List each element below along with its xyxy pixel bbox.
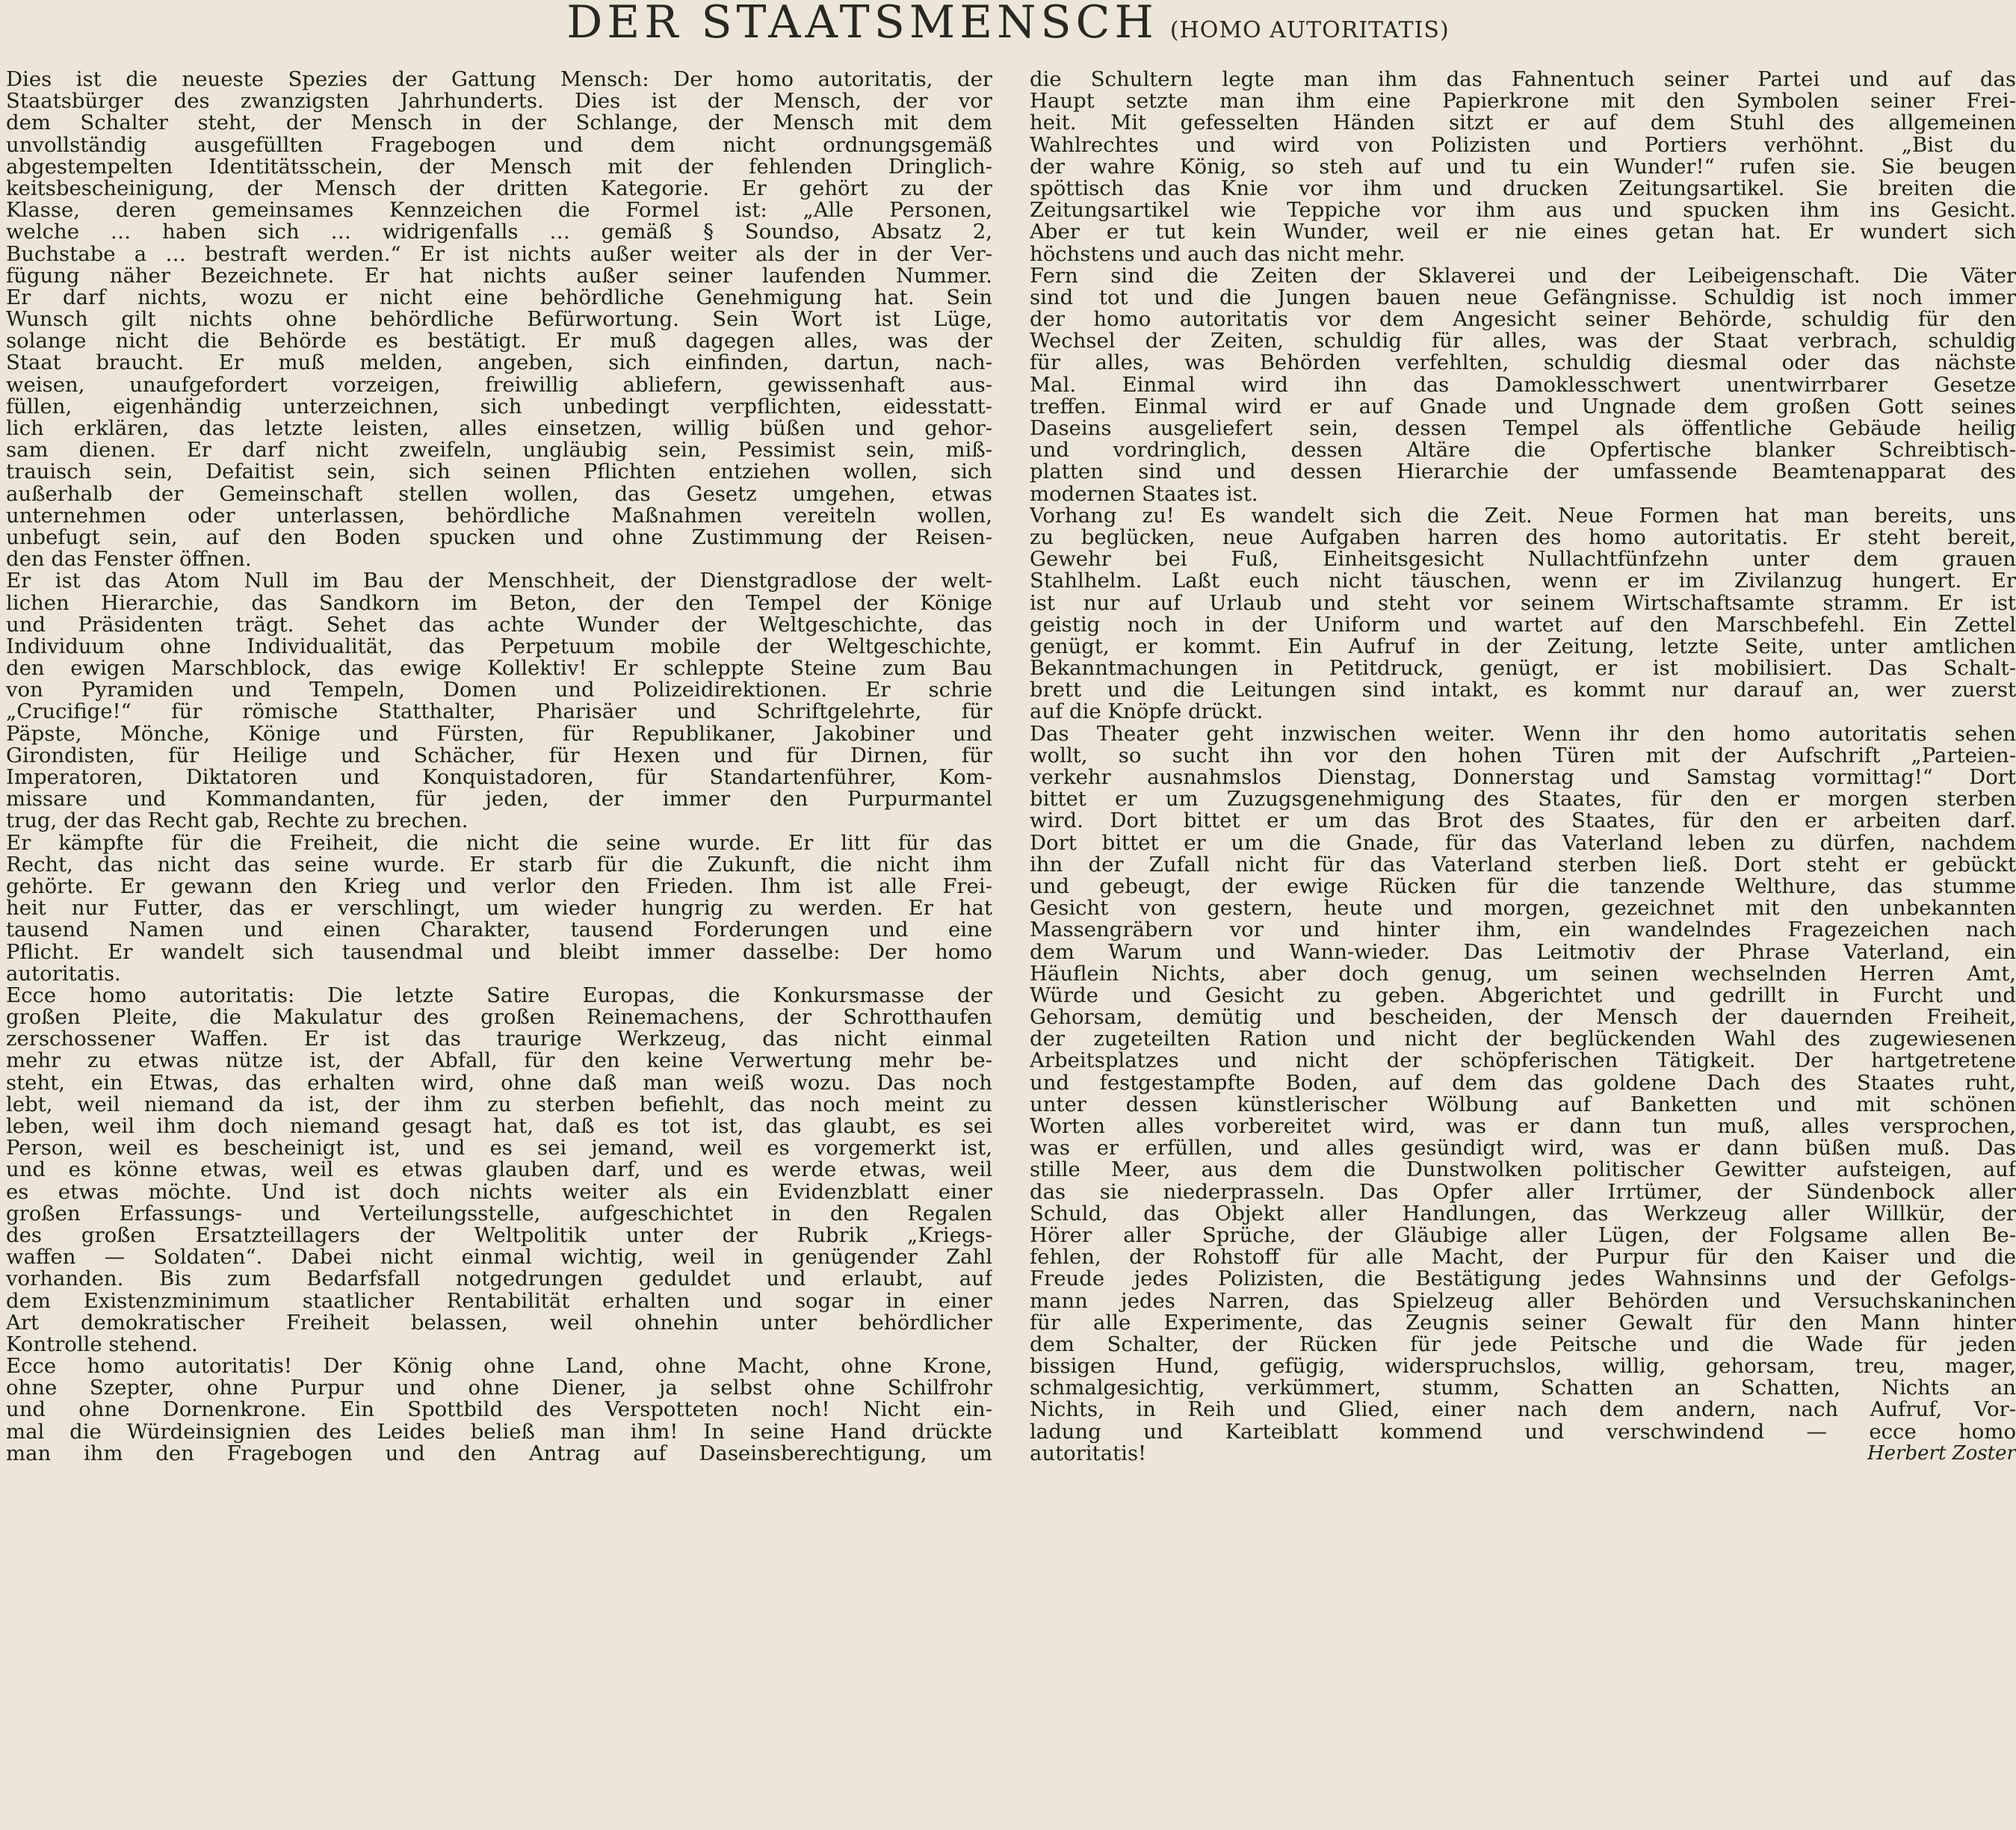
- text-line: [1030, 156, 2016, 178]
- line-text: lichen Hierarchie, das Sandkorn im Beton, der den Tempel der Könige: [6, 592, 992, 614]
- line-text: Klasse, deren gemeinsames Kennzeichen die Formel ist: „Alle Personen,: [6, 200, 992, 222]
- text-line: [6, 1356, 992, 1377]
- line-text: großen Erfassungs- und Verteilungsstelle, aufgeschichtet in den Regalen: [6, 1202, 992, 1225]
- text-line: [6, 963, 992, 985]
- line-text: Individuum ohne Individualität, das Perpetuum mobile der Weltgeschichte,: [6, 635, 992, 658]
- line-text: das sie niederprasseln. Das Opfer aller Irrtümer, der Sündenbock aller: [1030, 1181, 2016, 1203]
- text-line: [1030, 112, 2016, 134]
- line-text: steht, ein Etwas, das erhalten wird, ohne daß man weiß wozu. Das noch: [6, 1072, 992, 1094]
- text-line: [6, 1421, 992, 1443]
- text-line: [6, 483, 992, 505]
- text-line: [6, 1007, 992, 1028]
- line-text: weisen, unaufgefordert vorzeigen, freiwillig abliefern, gewissenhaft aus-: [6, 374, 992, 396]
- text-line: [6, 548, 992, 570]
- line-text: verkehr ausnahmslos Dienstag, Donnerstag und Samstag vormittag!“ Dort: [1030, 767, 2016, 789]
- line-text: sind tot und die Jungen bauen neue Gefängnisse. Schuldig ist noch immer: [1030, 286, 2016, 309]
- line-text: dem Existenzminimum staatlicher Rentabilität erhalten und sogar in einer: [6, 1290, 992, 1312]
- text-line: [1030, 483, 2016, 505]
- text-line: [1030, 527, 2016, 548]
- line-text: der wahre König, so steh auf und tu ein Wunder!“ rufen sie. Sie beugen: [1030, 155, 2016, 178]
- text-line: [6, 1050, 992, 1072]
- line-text: genügt, er kommt. Ein Aufruf in der Zeitung, letzte Seite, unter amtlichen: [1030, 635, 2016, 658]
- text-line: [6, 527, 992, 548]
- line-text: Aber er tut kein Wunder, weil er nie eines getan hat. Er wundert sich: [1030, 221, 2016, 244]
- line-text: dem Schalter steht, der Mensch in der Schlange, der Mensch mit dem: [6, 112, 992, 135]
- text-line: [1030, 200, 2016, 221]
- text-line: [1030, 309, 2016, 330]
- text-line: [6, 788, 992, 810]
- line-text: Buchstabe a … bestraft werden.“ Er ist nichts außer weiter als der in der Ver-: [6, 243, 992, 265]
- text-line: [1030, 548, 2016, 570]
- text-line: [6, 723, 992, 745]
- line-text: ihn der Zufall nicht für das Vaterland sterben ließ. Dort steht er gebückt: [1030, 853, 2016, 876]
- text-line: [1030, 69, 2016, 90]
- line-text: für alles, was Behörden verfehlten, schuldig diesmal oder das nächste: [1030, 352, 2016, 374]
- text-line: [1030, 330, 2016, 352]
- line-text: lebt, weil niemand da ist, der ihm zu sterben befiehlt, das noch meint zu: [6, 1093, 992, 1116]
- line-text: dem Schalter, der Rücken für jede Peitsche und die Wade für jeden: [1030, 1333, 2016, 1356]
- line-text: man ihm den Fragebogen und den Antrag auf Daseinsberechtigung, um: [6, 1442, 992, 1465]
- text-line: [6, 832, 992, 854]
- line-text: den ewigen Marschblock, das ewige Kollektiv! Er schleppte Steine zum Bau: [6, 658, 992, 680]
- line-text: Zeitungsartikel wie Teppiche vor ihm aus und spucken ihm ins Gesicht.: [1030, 200, 2016, 222]
- text-line: [6, 745, 992, 767]
- line-text: Gesicht von gestern, heute und morgen, gezeichnet mit den unbekannten: [1030, 897, 2016, 920]
- line-text: „Crucifige!“ für römische Statthalter, Pharisäer und Schriftgelehrte, für: [6, 701, 992, 723]
- line-text: zu beglücken, neue Aufgaben harren des homo autoritatis. Er steht bereit,: [1030, 526, 2016, 549]
- line-text: brett und die Leitungen sind intakt, es kommt nur darauf an, wer zuerst: [1030, 679, 2016, 702]
- line-text: Imperatoren, Diktatoren und Konquistadoren, für Standartenführer, Kom-: [6, 767, 992, 789]
- text-line: [6, 1072, 992, 1094]
- text-line: [6, 330, 992, 352]
- line-text: und festgestampfte Boden, auf dem das goldene Dach des Staates ruht,: [1030, 1072, 2016, 1094]
- line-text: tausend Namen und einen Charakter, tausend Forderungen und eine: [6, 919, 992, 942]
- text-line: [1030, 1203, 2016, 1225]
- line-text: Häuflein Nichts, aber doch genug, um seinen wechselnden Herren Amt,: [1030, 962, 2016, 985]
- line-text: bittet er um Zuzugsgenehmigung des Staates, für den er morgen sterben: [1030, 788, 2016, 811]
- text-line: [1030, 723, 2016, 745]
- text-line: [1030, 985, 2016, 1007]
- text-line: [6, 244, 992, 265]
- line-text: Massengräbern vor und hinter ihm, ein wandelndes Fragezeichen nach: [1030, 919, 2016, 942]
- text-line: [6, 309, 992, 330]
- line-text: modernen Staates ist.: [1030, 483, 1258, 505]
- line-text: die Schultern legte man ihm das Fahnentuch seiner Partei und auf das: [1030, 69, 2016, 91]
- line-text: mehr zu etwas nütze ist, der Abfall, für den keine Verwertung mehr be-: [6, 1050, 992, 1072]
- article-header: [0, 0, 2016, 49]
- text-line: [6, 439, 992, 461]
- text-line: [6, 570, 992, 592]
- line-text: der homo autoritatis vor dem Angesicht seiner Behörde, schuldig für den: [1030, 309, 2016, 331]
- line-text: Vorhang zu! Es wandelt sich die Zeit. Neue Formen hat man bereits, uns: [1030, 504, 2016, 527]
- line-text: waffen — Soldaten“. Dabei nicht einmal wichtig, weil in genügender Zahl: [6, 1246, 992, 1269]
- line-text: Er ist das Atom Null im Bau der Menschheit, der Dienstgradlose der welt-: [6, 570, 992, 593]
- text-line: [1030, 745, 2016, 767]
- line-text: stille Meer, aus dem die Dunstwolken politischer Gewitter aufsteigen, auf: [1030, 1159, 2016, 1181]
- text-line: [6, 767, 992, 788]
- line-text: ladung und Karteiblatt kommend und verschwindend — ecce homo: [1030, 1421, 2016, 1443]
- text-line: [1030, 1007, 2016, 1028]
- text-line: [6, 418, 992, 439]
- text-line: [6, 810, 992, 832]
- text-line: [1030, 1356, 2016, 1377]
- line-text: Recht, das nicht das seine wurde. Er starb für die Zukunft, die nicht ihm: [6, 853, 992, 876]
- text-line: [1030, 658, 2016, 679]
- line-text: Freude jedes Polizisten, die Bestätigung jedes Wahnsinns und der Gefolgs-: [1030, 1268, 2016, 1290]
- text-line: [1030, 1290, 2016, 1312]
- text-line: [6, 200, 992, 221]
- line-text: platten sind und dessen Hierarchie der umfassende Beamtenapparat des: [1030, 461, 2016, 483]
- text-line: [6, 593, 992, 614]
- line-text: fehlen, der Rohstoff für alle Macht, der Purpur für den Kaiser und die: [1030, 1246, 2016, 1269]
- line-text: Person, weil es bescheinigt ist, und es sei jemand, weil es vorgemerkt ist,: [6, 1137, 992, 1160]
- text-line: [1030, 178, 2016, 200]
- line-text: auf die Knöpfe drückt.: [1030, 701, 1264, 723]
- line-text: Arbeitsplatzes und nicht der schöpferischen Tätigkeit. Der hartgetretene: [1030, 1050, 2016, 1072]
- text-line: [1030, 1246, 2016, 1268]
- text-line: [1030, 396, 2016, 418]
- text-line: [1030, 505, 2016, 527]
- text-line: [1030, 854, 2016, 876]
- line-text: unvollständig ausgefüllten Fragebogen und dem nicht ordnungsgemäß: [6, 134, 992, 156]
- article-subtitle: (HOMO AUTORITATIS): [1169, 17, 1450, 43]
- text-line: [6, 1268, 992, 1290]
- line-text: den das Fenster öffnen.: [6, 548, 252, 571]
- text-line: [6, 461, 992, 483]
- text-line: [6, 1028, 992, 1050]
- text-line: [6, 1290, 992, 1312]
- line-text: Bekanntmachungen in Petitdruck, genügt, er ist mobilisiert. Das Schalt-: [1030, 658, 2016, 680]
- line-text: fügung näher Bezeichnete. Er hat nichts außer seiner laufenden Nummer.: [6, 265, 992, 287]
- text-line: [1030, 1421, 2016, 1443]
- text-line: [1030, 461, 2016, 483]
- line-text: der zugeteilten Ration und nicht der beglückenden Wahl des zugewiesenen: [1030, 1028, 2016, 1051]
- line-text: Mal. Einmal wird ihn das Damoklesschwert unentwirrbarer Gesetze: [1030, 374, 2016, 396]
- line-text: Ecce homo autoritatis! Der König ohne Land, ohne Macht, ohne Krone,: [6, 1356, 992, 1378]
- text-line: [1030, 352, 2016, 374]
- text-line: [1030, 963, 2016, 985]
- text-line: [6, 1377, 992, 1399]
- text-line: [1030, 221, 2016, 243]
- line-text: unter dessen künstlerischer Wölbung auf Banketten und mit schönen: [1030, 1093, 2016, 1116]
- text-line: [6, 942, 992, 963]
- line-text: Wunsch gilt nichts ohne behördliche Befürwortung. Sein Wort ist Lüge,: [6, 309, 992, 331]
- line-text: schmalgesichtig, verkümmert, stumm, Schatten an Schatten, Nichts an: [1030, 1377, 2016, 1400]
- line-text: Pflicht. Er wandelt sich tausendmal und bleibt immer dasselbe: Der homo: [6, 941, 992, 963]
- text-line: [1030, 919, 2016, 941]
- text-line: [6, 287, 992, 309]
- line-text: Würde und Gesicht zu geben. Abgerichtet und gedrillt in Furcht und: [1030, 984, 2016, 1007]
- text-line: [6, 876, 992, 897]
- text-line: [1030, 1312, 2016, 1334]
- line-text: heit nur Futter, das er verschlingt, um wieder hungrig zu werden. Er hat: [6, 897, 992, 920]
- line-text: dem Warum und Wann-wieder. Das Leitmotiv der Phrase Vaterland, ein: [1030, 941, 2016, 963]
- text-line: [1030, 1159, 2016, 1181]
- line-text: unternehmen oder unterlassen, behördliche Maßnahmen vereiteln wollen,: [6, 504, 992, 527]
- line-text: Art demokratischer Freiheit belassen, weil ohnehin unter behördlicher: [6, 1311, 992, 1334]
- text-line: [6, 90, 992, 112]
- line-text: bissigen Hund, gefügig, widerspruchslos, willig, gehorsam, treu, mager,: [1030, 1356, 2016, 1378]
- text-line: [1030, 810, 2016, 832]
- text-line: [6, 636, 992, 658]
- line-text: vorhanden. Bis zum Bedarfsfall notgedrungen geduldet und erlaubt, auf: [6, 1268, 992, 1290]
- line-text: Hörer aller Sprüche, der Gläubige aller Lügen, der Folgsame allen Be-: [1030, 1224, 2016, 1247]
- line-text: es etwas möchte. Und ist doch nichts weiter als ein Evidenzblatt einer: [6, 1181, 992, 1203]
- line-text: Fern sind die Zeiten der Sklaverei und der Leibeigenschaft. Die Väter: [1030, 265, 2016, 287]
- text-line: [1030, 1028, 2016, 1050]
- line-text: zerschossener Waffen. Er ist das traurige Werkzeug, das nicht einmal: [6, 1028, 992, 1051]
- line-text: wollt, so sucht ihn vor den hohen Türen mit der Aufschrift „Parteien-: [1030, 744, 2016, 767]
- text-line: [1030, 1137, 2016, 1159]
- line-text: unbefugt sein, auf den Boden spucken und ohne Zustimmung der Reisen-: [6, 526, 992, 549]
- line-text: Dort bittet er um die Gnade, für das Vaterland leben zu dürfen, nachdem: [1030, 832, 2016, 854]
- text-line: [1030, 439, 2016, 461]
- text-line: [1030, 1377, 2016, 1399]
- line-text: des großen Ersatzteillagers der Weltpolitik unter der Rubrik „Kriegs-: [6, 1224, 992, 1247]
- line-text: abgestempelten Identitätsschein, der Mensch mit der fehlenden Dringlich-: [6, 155, 992, 178]
- text-line: [6, 374, 992, 396]
- line-text: und ohne Dornenkrone. Ein Spottbild des Verspotteten noch! Nicht ein-: [6, 1399, 992, 1421]
- line-text: und Präsidenten trägt. Sehet das achte Wunder der Weltgeschichte, das: [6, 613, 992, 636]
- text-line: [6, 1137, 992, 1159]
- text-line: [6, 679, 992, 701]
- line-text: trug, der das Recht gab, Rechte zu brechen.: [6, 810, 469, 832]
- text-line: [1030, 767, 2016, 788]
- line-text: treffen. Einmal wird er auf Gnade und Ungnade dem großen Gott seines: [1030, 395, 2016, 418]
- line-text: ist nur auf Urlaub und steht vor seinem Wirtschaftsamte stramm. Er ist: [1030, 592, 2016, 614]
- text-line: [1030, 1116, 2016, 1137]
- line-text: Gewehr bei Fuß, Einheitsgesicht Nullachtfünfzehn unter dem grauen: [1030, 548, 2016, 571]
- text-line: [1030, 287, 2016, 309]
- line-text: Er darf nichts, wozu er nicht eine behördliche Genehmigung hat. Sein: [6, 286, 992, 309]
- text-line: [1030, 942, 2016, 963]
- line-text: missare und Kommandanten, für jeden, der immer den Purpurmantel: [6, 788, 992, 811]
- text-line: [1030, 1399, 2016, 1421]
- text-line: [6, 1225, 992, 1246]
- text-line: [1030, 1094, 2016, 1116]
- text-line: [6, 178, 992, 200]
- line-text: welche … haben sich … widrigenfalls … gemäß § Soundso, Absatz 2,: [6, 221, 992, 244]
- text-line: [1030, 614, 2016, 636]
- text-line: [6, 985, 992, 1007]
- text-line: [6, 854, 992, 876]
- text-line: [6, 1334, 992, 1356]
- text-line: [6, 1399, 992, 1421]
- line-text: spöttisch das Knie vor ihm und drucken Zeitungsartikel. Sie breiten die: [1030, 177, 2016, 200]
- text-line: [1030, 1050, 2016, 1072]
- text-line: [6, 897, 992, 919]
- text-line: [6, 658, 992, 679]
- line-text: Haupt setzte man ihm eine Papierkrone mit den Symbolen seiner Frei-: [1030, 90, 2016, 113]
- text-line: [6, 614, 992, 636]
- text-line: [1030, 1225, 2016, 1246]
- line-text: leben, weil ihm doch niemand gesagt hat, daß es tot ist, das glaubt, es sei: [6, 1116, 992, 1138]
- text-line: [6, 1116, 992, 1137]
- line-text: von Pyramiden und Tempeln, Domen und Polizeidirektionen. Er schrie: [6, 679, 992, 702]
- text-line: [6, 156, 992, 178]
- text-line: [6, 701, 992, 723]
- text-line: [1030, 265, 2016, 287]
- line-text: autoritatis!: [1030, 1442, 1147, 1465]
- line-text: Er kämpfte für die Freiheit, die nicht die seine wurde. Er litt für das: [6, 832, 992, 854]
- text-line: [6, 1181, 992, 1203]
- text-line: [6, 69, 992, 90]
- line-text: Worten alles vorbereitet wird, was er dann tun muß, alles versprochen,: [1030, 1116, 2016, 1138]
- text-line: [1030, 244, 2016, 265]
- text-line: [1030, 570, 2016, 592]
- text-line: [6, 1443, 992, 1465]
- text-line: [1030, 1334, 2016, 1356]
- line-text: Staat braucht. Er muß melden, angeben, sich einfinden, dartun, nach-: [6, 352, 992, 374]
- text-line: [1030, 1443, 2016, 1465]
- text-line: [1030, 1268, 2016, 1290]
- line-text: Gehorsam, demütig und bescheiden, der Mensch der dauernden Freiheit,: [1030, 1007, 2016, 1029]
- text-line: [6, 265, 992, 287]
- line-text: was er erfüllen, und alles gesündigt wird, was er dann büßen muß. Das: [1030, 1137, 2016, 1160]
- article-title: DER STAATSMENSCH: [566, 0, 1158, 49]
- line-text: Wahlrechtes und wird von Polizisten und Portiers verhöhnt. „Bist du: [1030, 134, 2016, 156]
- line-text: Wechsel der Zeiten, schuldig für alles, was der Staat verbrach, schuldig: [1030, 330, 2016, 353]
- line-text: autoritatis.: [6, 962, 121, 985]
- text-line: [1030, 788, 2016, 810]
- text-line: [6, 1094, 992, 1116]
- line-text: trauisch sein, Defaitist sein, sich seinen Pflichten entziehen wollen, sich: [6, 461, 992, 483]
- line-text: Dies ist die neueste Spezies der Gattung Mensch: Der homo autoritatis, der: [6, 69, 992, 91]
- text-line: [1030, 832, 2016, 854]
- right-column: [1030, 69, 2016, 1465]
- line-text: Kontrolle stehend.: [6, 1333, 198, 1356]
- line-text: lich erklären, das letzte leisten, alles einsetzen, willig büßen und gehor-: [6, 418, 992, 440]
- text-line: [1030, 701, 2016, 723]
- line-text: Ecce homo autoritatis: Die letzte Satire Europas, die Konkursmasse der: [6, 984, 992, 1007]
- line-text: und vordringlich, dessen Altäre die Opfertische blanker Schreibtisch-: [1030, 439, 2016, 462]
- text-line: [1030, 636, 2016, 658]
- line-text: solange nicht die Behörde es bestätigt. Er muß dagegen alles, was der: [6, 330, 992, 353]
- line-text: Nichts, in Reih und Glied, einer nach dem andern, nach Aufruf, Vor-: [1030, 1399, 2016, 1421]
- line-text: Staatsbürger des zwanzigsten Jahrhunderts. Dies ist der Mensch, der vor: [6, 90, 992, 113]
- left-column: [6, 69, 992, 1465]
- text-line: [6, 112, 992, 134]
- line-text: sam dienen. Er darf nicht zweifeln, ungläubig sein, Pessimist sein, miß-: [6, 439, 992, 462]
- line-text: Schuld, das Objekt aller Handlungen, das Werkzeug aller Willkür, der: [1030, 1202, 2016, 1225]
- line-text: keitsbescheinigung, der Mensch der dritten Kategorie. Er gehört zu der: [6, 177, 992, 200]
- text-line: [1030, 897, 2016, 919]
- text-line: [6, 1246, 992, 1268]
- line-text: für alle Experimente, das Zeugnis seiner Gewalt für den Mann hinter: [1030, 1311, 2016, 1334]
- text-line: [1030, 418, 2016, 439]
- text-line: [6, 135, 992, 156]
- text-line: [6, 396, 992, 418]
- text-line: [6, 919, 992, 941]
- line-text: wird. Dort bittet er um das Brot des Staates, für den er arbeiten darf.: [1030, 810, 2016, 832]
- text-line: [6, 505, 992, 527]
- text-line: [1030, 593, 2016, 614]
- line-text: höchstens und auch das nicht mehr.: [1030, 243, 1406, 265]
- text-line: [1030, 876, 2016, 897]
- line-text: Das Theater geht inzwischen weiter. Wenn ihr den homo autoritatis sehen: [1030, 723, 2016, 745]
- text-line: [1030, 1181, 2016, 1203]
- text-line: [1030, 135, 2016, 156]
- line-text: geistig noch in der Uniform und wartet auf den Marschbefehl. Ein Zettel: [1030, 613, 2016, 636]
- text-line: [6, 1203, 992, 1225]
- line-text: großen Pleite, die Makulatur des großen Reinemachens, der Schrotthaufen: [6, 1007, 992, 1029]
- text-line: [6, 1312, 992, 1334]
- text-line: [1030, 679, 2016, 701]
- line-text: außerhalb der Gemeinschaft stellen wollen, das Gesetz umgehen, etwas: [6, 483, 992, 505]
- line-text: gehörte. Er gewann den Krieg und verlor den Frieden. Ihm ist alle Frei-: [6, 875, 992, 898]
- line-text: heit. Mit gefesselten Händen sitzt er auf dem Stuhl des allgemeinen: [1030, 112, 2016, 135]
- text-line: [1030, 374, 2016, 396]
- text-line: [6, 221, 992, 243]
- line-text: mal die Würdeinsignien des Leides beließ man ihm! In seine Hand drückte: [6, 1421, 992, 1443]
- text-line: [6, 1159, 992, 1181]
- text-line: [1030, 90, 2016, 112]
- line-text: und es könne etwas, weil es etwas glauben darf, und es werde etwas, weil: [6, 1159, 992, 1181]
- line-text: Girondisten, für Heilige und Schächer, für Hexen und für Dirnen, für: [6, 744, 992, 767]
- line-text: Stahlhelm. Laßt euch nicht täuschen, wenn er im Zivilanzug hungert. Er: [1030, 570, 2016, 593]
- line-text: Daseins ausgeliefert sein, dessen Tempel als öffentliche Gebäude heilig: [1030, 418, 2016, 440]
- line-text: füllen, eigenhändig unterzeichnen, sich unbedingt verpflichten, eidesstatt-: [6, 395, 992, 418]
- text-line: [6, 352, 992, 374]
- text-line: [1030, 1072, 2016, 1094]
- line-text: mann jedes Narren, das Spielzeug aller Behörden und Versuchskaninchen: [1030, 1290, 2016, 1312]
- line-text: Päpste, Mönche, Könige und Fürsten, für Republikaner, Jakobiner und: [6, 723, 992, 745]
- line-text: ohne Szepter, ohne Purpur und ohne Diener, ja selbst ohne Schilfrohr: [6, 1377, 992, 1400]
- author-signature: Herbert Zoster: [1867, 1442, 2016, 1465]
- line-text: und gebeugt, der ewige Rücken für die tanzende Welthure, das stumme: [1030, 875, 2016, 898]
